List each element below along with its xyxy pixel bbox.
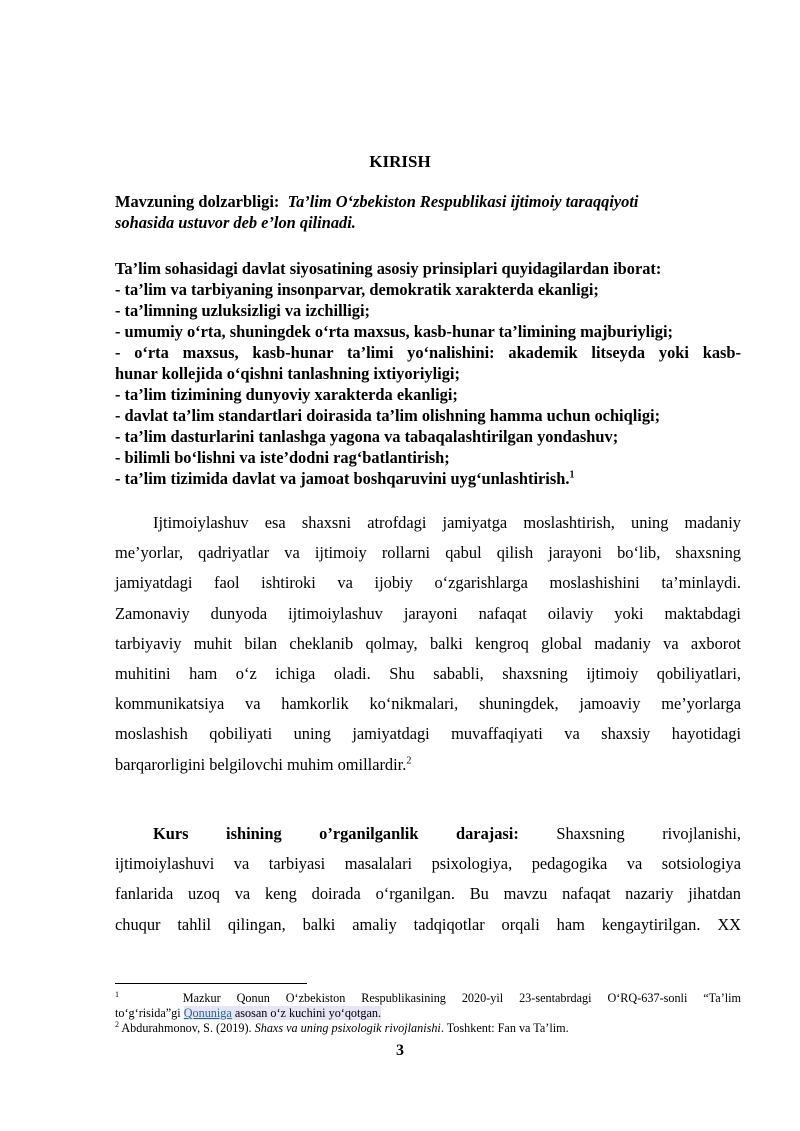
list-item: - umumiy o‘rta, shuningdek o‘rta maxsus, kasb-hunar ta’limining majburiyligi;	[115, 322, 673, 341]
relevance-block	[115, 191, 741, 233]
footnote-ref-1[interactable]: 1	[569, 469, 575, 481]
paragraph-line: kommunikatsiya va hamkorlik ko‘nikmalari, shuningdek, jamoaviy me’yorlarga	[115, 694, 741, 714]
page-number: 3	[396, 1042, 404, 1059]
paragraph-line: fanlarida uzoq va keng doirada o‘rganilgan. Bu mavzu nafaqat nazariy jihatdan	[115, 884, 741, 904]
footnote-2: $^2$ Abdurahmonov, S. (2019). Shaxs va uning psixologik rivojlanishi. Toshkent: Fan va Ta’lim.	[115, 1019, 569, 1035]
list-item: - o‘rta maxsus, kasb-hunar ta’limi yo‘nalishini: akademik litseyda yoki kasb-	[115, 343, 741, 362]
list-item: - ta’lim tizimida davlat va jamoat boshqaruvini uyg‘unlashtirish.	[115, 469, 570, 488]
paragraph-line: muhitini ham o‘z ichiga oladi. Shu sababli, shaxsning ijtimoiy qobiliyatlari,	[115, 664, 741, 684]
list-item: - ta’lim dasturlarini tanlashga yagona va tabaqalashtirilgan yondashuv;	[115, 427, 619, 446]
list-item: - ta’lim tizimining dunyoviy xarakterda ekanligi;	[115, 385, 458, 404]
footnote-link[interactable]: Qonuniga	[183, 1006, 232, 1020]
paragraph-line: Kurs ishining o’rganilganlik darajasi: Shaxsning rivojlanishi,	[153, 824, 741, 843]
footnote-1-line1: $^1$ Mazkur Qonun O‘zbekiston Respublikasining 2020-yil 23-sentabrdagi O‘RQ-637-sonli “Ta’lim	[115, 989, 741, 1005]
paragraph-line: me’yorlar, qadriyatlar va ijtimoiy rollarni qabul qilish jarayoni bo‘lib, shaxsning	[115, 543, 741, 563]
paragraph-line: ijtimoiylashuvi va tarbiyasi masalalari psixologiya, pedagogika va sotsiologiya	[115, 854, 741, 874]
list-item: - ta’lim va tarbiyaning insonparvar, demokratik xarakterda ekanligi;	[115, 280, 599, 299]
footnote-separator	[115, 983, 307, 984]
list-item: hunar kollejida o‘qishni tanlashning ixtiyoriyligi;	[115, 364, 460, 383]
paragraph-line-last: barqarorligini belgilovchi muhim omillardir.$^2$	[115, 754, 412, 774]
list-item: - ta’limning uzluksizligi va izchilligi;	[115, 301, 370, 320]
section-heading: KIRISH	[369, 152, 431, 171]
footnote-ref-2[interactable]: 2	[406, 755, 412, 767]
paragraph-line: tarbiyaviy muhit bilan cheklanib qolmay, balki kengroq global madaniy va axborot	[115, 633, 741, 653]
paragraph-line: jamiyatdagi faol ishtiroki va ijobiy o‘zgarishlarga moslashishini ta’minlaydi.	[115, 573, 741, 593]
footnotes	[115, 991, 741, 1036]
footnote-2-title: Shaxs va uning psixologik rivojlanishi	[254, 1021, 441, 1035]
list-item: - davlat ta’lim standartlari doirasida ta’lim olishning hamma uchun ochiqligi;	[115, 406, 661, 425]
relevance-text-line2: sohasida ustuvor deb e’lon qilinadi.	[115, 213, 356, 232]
study-level-label: Kurs ishining o’rganilganlik darajasi:	[153, 824, 519, 843]
paragraph-study-level	[115, 819, 741, 940]
principles-list	[115, 258, 741, 489]
paragraph-line: Zamonaviy dunyoda ijtimoiylashuv jarayoni nafaqat oilaviy yoki maktabdagi	[115, 603, 741, 623]
principles-intro: Ta’lim sohasidagi davlat siyosatining asosiy prinsiplari quyidagilardan iborat:	[115, 259, 662, 278]
paragraph-line: Ijtimoiylashuv esa shaxsni atrofdagi jamiyatga moslashtirish, uning madaniy	[153, 513, 741, 532]
footnote-1-line2: to‘g‘risida”gi Qonuniga asosan o‘z kuchini yo‘qotgan.	[115, 1006, 382, 1020]
list-item: - bilimli bo‘lishni va iste’dodni rag‘batlantirish;	[115, 448, 450, 467]
paragraph-socialization	[115, 508, 741, 780]
relevance-label: Mavzuning dolzarbligi:	[115, 192, 280, 211]
relevance-text-line1: Ta’lim O‘zbekiston Respublikasi ijtimoiy taraqqiyoti	[287, 192, 639, 211]
paragraph-line: chuqur tahlil qilingan, balki amaliy tadqiqotlar orqali ham kengaytirilgan. XX	[115, 914, 741, 934]
paragraph-line: moslashish qobiliyati uning jamiyatdagi muvaffaqiyati va shaxsiy hayotidagi	[115, 724, 741, 744]
